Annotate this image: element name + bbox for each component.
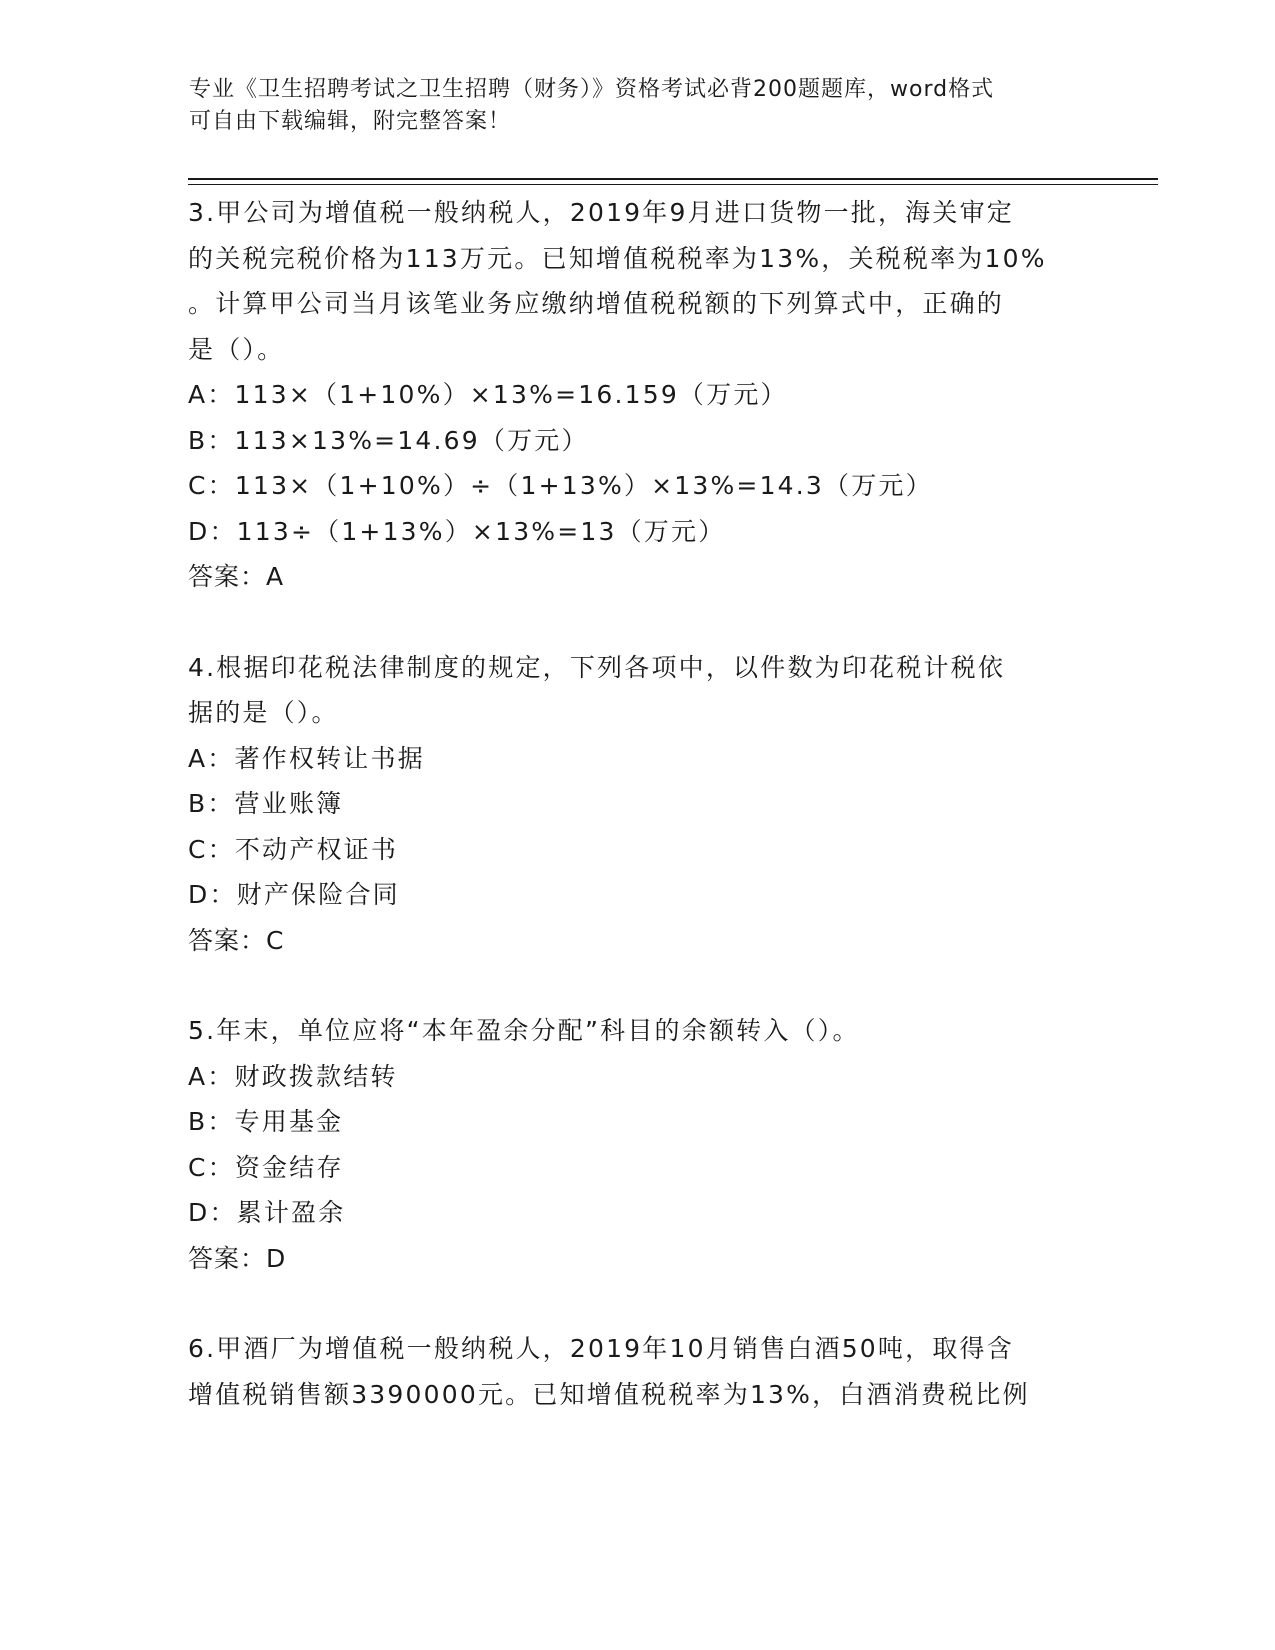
question-4: [188, 645, 1088, 964]
question-spacer: [188, 1281, 1088, 1326]
option-c: C：资金结存: [188, 1152, 344, 1182]
option-a: A：财政拨款结转: [188, 1061, 398, 1091]
header-divider-thin: [188, 184, 1158, 185]
question-text-line: 是（）。: [188, 334, 285, 364]
option-a: A：著作权转让书据: [188, 743, 425, 773]
answer-label: 答案：C: [188, 925, 285, 955]
document-header: [189, 74, 1089, 138]
option-d: D：财产保险合同: [188, 880, 400, 909]
question-text-line: 5.年末，单位应将“本年盈余分配”科目的余额转入（）。: [188, 1016, 860, 1045]
option-c: C：113×（1+10%）÷（1+13%）×13%=14.3（万元）: [188, 471, 933, 500]
option-b: B：营业账簿: [188, 789, 344, 818]
question-text-line: 的关税完税价格为113万元。已知增值税税率为13%，关税税率为10%: [188, 243, 1047, 273]
question-list: [188, 190, 1088, 1417]
option-b: B：专用基金: [188, 1107, 344, 1136]
option-b: B：113×13%=14.69（万元）: [188, 425, 589, 455]
question-text-line: 6.甲酒厂为增值税一般纳税人，2019年10月销售白酒50吨，取得含: [188, 1334, 1014, 1363]
question-3: [188, 190, 1088, 600]
header-title-line-1: 专业《卫生招聘考试之卫生招聘（财务）》资格考试必背200题题库，word格式: [189, 77, 995, 102]
header-title-line-2: 可自由下载编辑，附完整答案！: [189, 109, 512, 134]
option-a: A：113×（1+10%）×13%=16.159（万元）: [188, 380, 788, 409]
question-text-line: 增值税销售额3390000元。已知增值税税率为13%，白酒消费税比例: [188, 1379, 1030, 1409]
question-text-line: 4.根据印花税法律制度的规定，下列各项中，以件数为印花税计税依: [188, 652, 1006, 682]
answer-label: 答案：D: [188, 1243, 287, 1273]
header-divider-thick: [188, 178, 1158, 180]
option-c: C：不动产权证书: [188, 834, 399, 864]
option-d: D：累计盈余: [188, 1198, 346, 1227]
question-text-line: 据的是（）。: [188, 698, 339, 727]
question-text-line: 。计算甲公司当月该笔业务应缴纳增值税税额的下列算式中，正确的: [188, 289, 1005, 318]
question-spacer: [188, 600, 1088, 645]
answer-label: 答案：A: [188, 562, 285, 591]
question-spacer: [188, 963, 1088, 1008]
option-d: D：113÷（1+13%）×13%=13（万元）: [188, 516, 726, 546]
question-text-line: 3.甲公司为增值税一般纳税人，2019年9月进口货物一批，海关审定: [188, 198, 1014, 227]
question-5: [188, 1008, 1088, 1281]
question-6: [188, 1326, 1088, 1417]
